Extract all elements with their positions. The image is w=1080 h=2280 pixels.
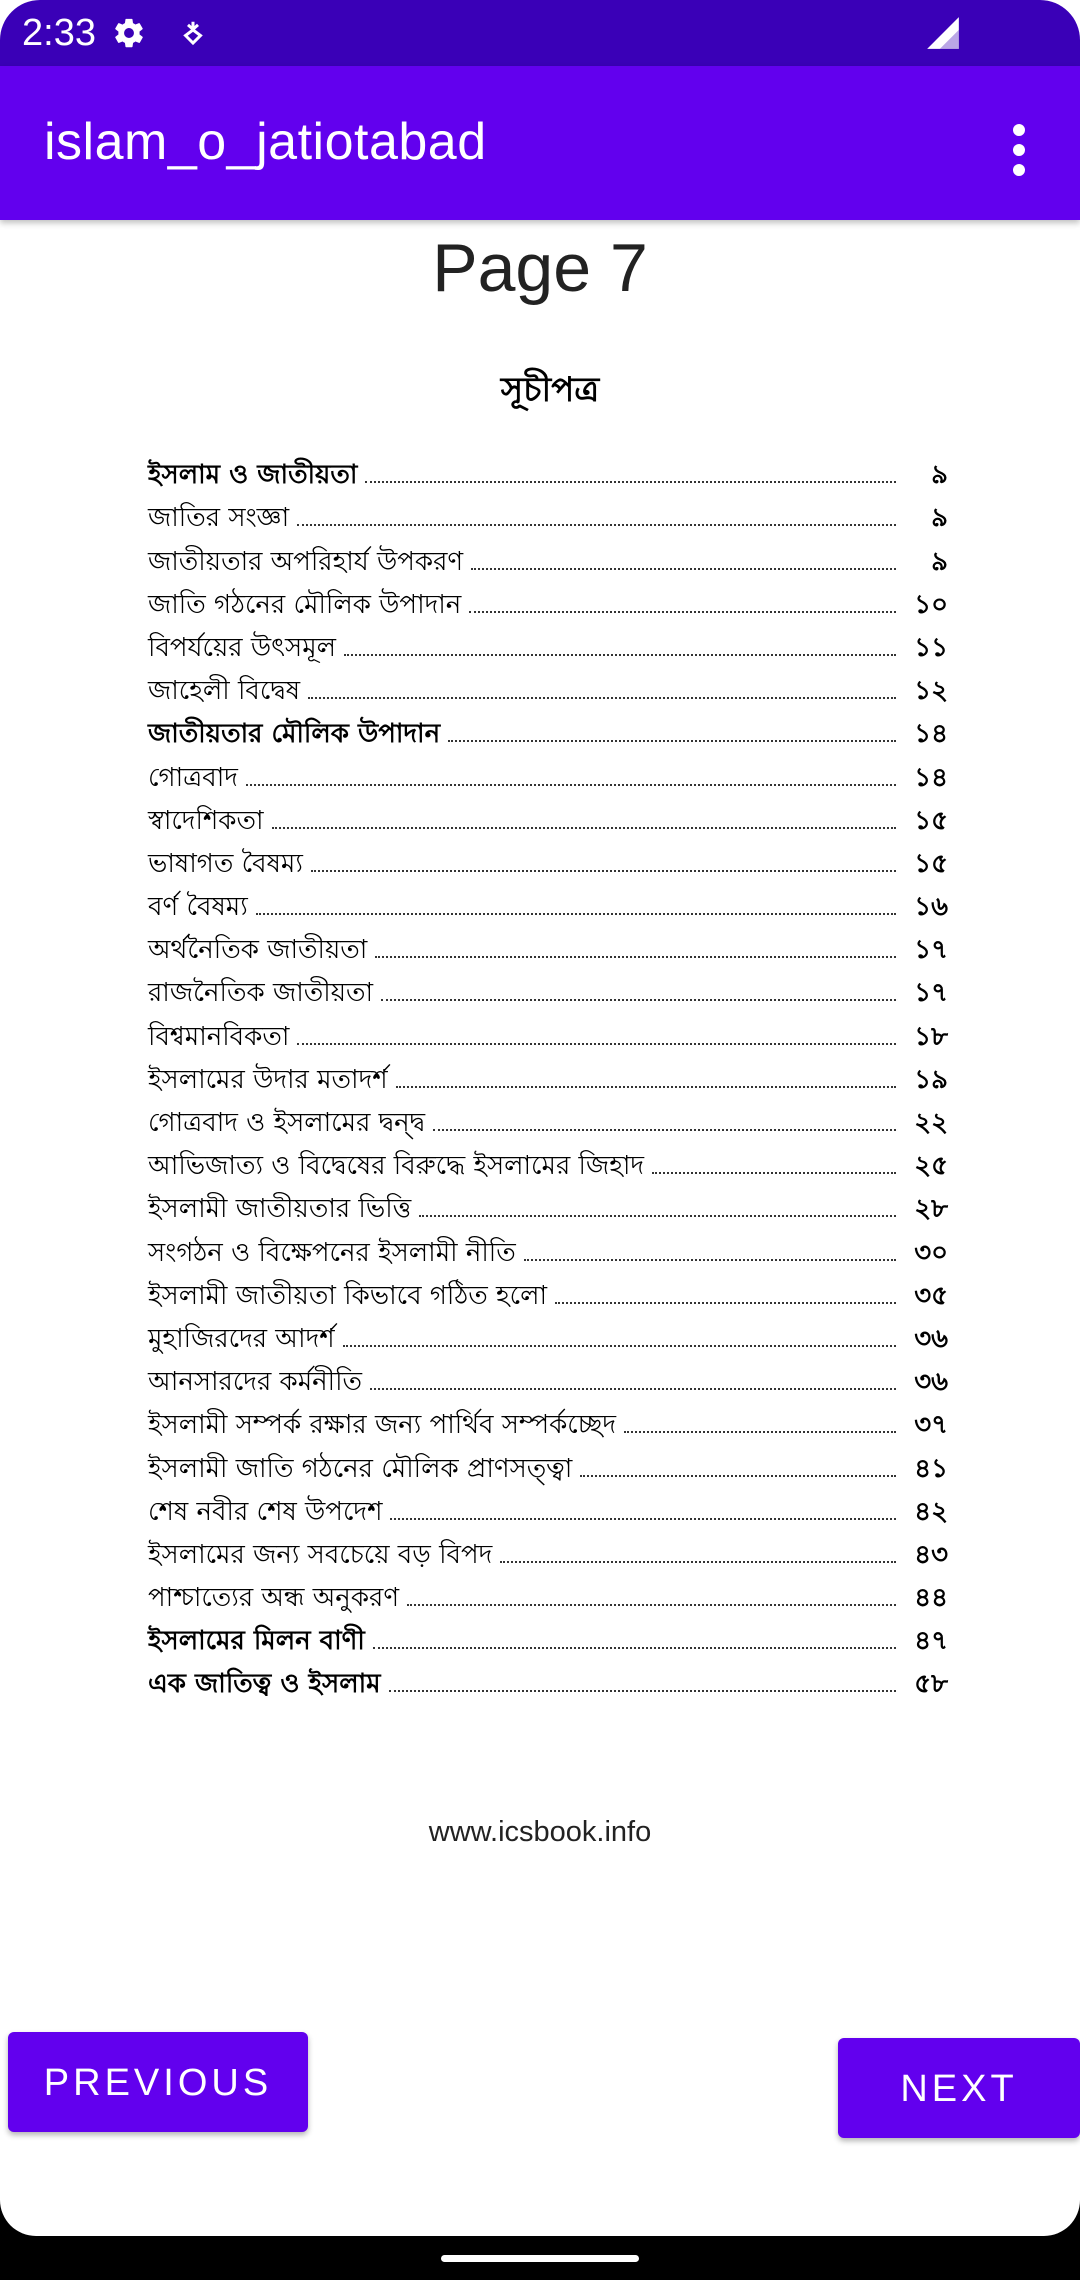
- toc-entry-leader: [365, 481, 896, 483]
- toc-entry-title: পাশ্চাত্যের অন্ধ অনুকরণ: [148, 1583, 400, 1614]
- toc-entry-page: ১৭: [914, 978, 948, 1009]
- toc-entry-title: জাতি গঠনের মৌলিক উপাদান: [148, 589, 462, 620]
- toc-entry-title: জাতির সংজ্ঞা: [148, 503, 290, 534]
- toc-entry-page: ১৪: [914, 719, 948, 750]
- toc-title: সূচীপত্র: [500, 370, 600, 410]
- toc-entry: [148, 1316, 948, 1359]
- toc-entry-page: ৩৫: [914, 1280, 948, 1311]
- toc-entry-title: অর্থনৈতিক জাতীয়তা: [148, 935, 368, 966]
- toc-entry-page: ৯: [931, 503, 948, 534]
- toc-entry: [148, 1618, 948, 1661]
- toc-entry-title: জাতীয়তার মৌলিক উপাদান: [148, 719, 441, 750]
- toc-entry-leader: [390, 1518, 896, 1520]
- toc-entry-title: ইসলাম ও জাতীয়তা: [148, 460, 358, 491]
- toc-entry: [148, 1532, 948, 1575]
- toc-entry-page: ৪৪: [914, 1583, 948, 1614]
- toc-entry-leader: [272, 827, 896, 829]
- toc-entry-title: ইসলামের মিলন বাণী: [148, 1626, 365, 1657]
- toc-entry-page: ৩৭: [914, 1410, 948, 1441]
- toc-entry: [148, 1100, 948, 1143]
- toc-entry-title: ইসলামের উদার মতাদর্শ: [148, 1064, 388, 1095]
- toc-entry: [148, 1359, 948, 1402]
- book-page-image: [140, 360, 960, 1720]
- gesture-nav-handle[interactable]: [441, 2255, 639, 2262]
- toc-entry-page: ১৫: [914, 848, 948, 879]
- toc-entry-leader: [297, 524, 896, 526]
- data-saver-icon: [178, 16, 208, 54]
- toc-list: [148, 452, 948, 1704]
- previous-button[interactable]: PREVIOUS: [8, 2032, 308, 2132]
- toc-entry: [148, 452, 948, 495]
- toc-entry-page: ৩৬: [914, 1323, 948, 1354]
- toc-entry-leader: [308, 697, 896, 699]
- toc-entry-leader: [500, 1561, 896, 1563]
- toc-entry-page: ৪১: [914, 1453, 948, 1484]
- toc-entry-page: ৪২: [914, 1496, 948, 1527]
- toc-entry-page: ১৮: [914, 1021, 948, 1052]
- toc-entry-title: জাতীয়তার অপরিহার্য উপকরণ: [148, 546, 464, 577]
- toc-entry-page: ২৫: [914, 1151, 948, 1182]
- toc-entry-page: ৫৮: [914, 1669, 948, 1700]
- toc-entry-page: ৩৬: [914, 1367, 948, 1398]
- toc-entry-title: ইসলামী জাতীয়তা কিভাবে গঠিত হলো: [148, 1280, 548, 1311]
- toc-entry-page: ১১: [914, 632, 948, 663]
- toc-entry-title: আভিজাত্য ও বিদ্বেষের বিরুদ্ধে ইসলামের জিহাদ: [148, 1151, 645, 1182]
- toc-entry-leader: [469, 611, 896, 613]
- toc-entry-title: স্বাদেশিকতা: [148, 805, 264, 836]
- toc-entry: [148, 1229, 948, 1272]
- settings-icon: [112, 16, 146, 54]
- toc-entry: [148, 1273, 948, 1316]
- toc-entry-page: ৪৭: [914, 1626, 948, 1657]
- next-button[interactable]: NEXT: [838, 2038, 1080, 2138]
- toc-entry: [148, 1057, 948, 1100]
- toc-entry-page: ১২: [914, 676, 948, 707]
- toc-entry-page: ১৫: [914, 805, 948, 836]
- status-time: 2:33: [22, 12, 96, 54]
- toc-entry-title: শেষ নবীর শেষ উপদেশ: [148, 1496, 383, 1527]
- toc-entry-leader: [433, 1129, 896, 1131]
- toc-entry-leader: [256, 913, 896, 915]
- toc-entry-title: ইসলামী সম্পর্ক রক্ষার জন্য পার্থিব সম্পর্কচ্ছেদ: [148, 1410, 616, 1441]
- toc-entry-title: গোত্রবাদ ও ইসলামের দ্বন্দ্ব: [148, 1108, 426, 1138]
- signal-icon: [924, 14, 962, 56]
- toc-entry-page: ৯: [931, 546, 948, 577]
- toc-entry-title: ভাষাগত বৈষম্য: [148, 848, 303, 879]
- toc-entry: [148, 754, 948, 797]
- toc-entry-leader: [389, 1690, 896, 1692]
- toc-entry-title: এক জাতিত্ব ও ইসলাম: [148, 1669, 381, 1700]
- toc-entry-page: ১০: [914, 589, 948, 620]
- toc-entry: [148, 1661, 948, 1704]
- footer-url: www.icsbook.info: [428, 1816, 652, 1848]
- toc-entry: [148, 841, 948, 884]
- toc-entry-leader: [311, 870, 896, 872]
- toc-entry-leader: [524, 1259, 896, 1261]
- toc-entry-title: বিপর্যয়ের উৎসমূল: [148, 632, 336, 663]
- app-title: islam_o_jatiotabad: [44, 113, 487, 171]
- toc-entry: [148, 495, 948, 538]
- toc-entry: [148, 625, 948, 668]
- toc-entry-title: সংগঠন ও বিক্ষেপনের ইসলামী নীতি: [148, 1237, 516, 1268]
- toc-entry: [148, 1575, 948, 1618]
- toc-entry-leader: [652, 1172, 896, 1174]
- toc-entry-leader: [373, 1647, 896, 1649]
- toc-entry-title: ইসলামী জাতীয়তার ভিত্তি: [148, 1194, 412, 1225]
- toc-entry: [148, 1402, 948, 1445]
- toc-entry-leader: [580, 1475, 896, 1477]
- toc-entry-leader: [370, 1388, 896, 1390]
- toc-entry-page: ১৪: [914, 762, 948, 793]
- toc-entry-leader: [381, 999, 896, 1001]
- toc-entry-page: ৪৩: [914, 1539, 948, 1570]
- toc-entry-title: মুহাজিরদের আদর্শ: [148, 1323, 335, 1354]
- toc-entry-page: ১৯: [914, 1064, 948, 1095]
- toc-entry-leader: [375, 956, 896, 958]
- toc-entry: [148, 538, 948, 581]
- toc-entry-leader: [448, 740, 896, 742]
- toc-entry-title: বর্ণ বৈষম্য: [148, 892, 248, 923]
- toc-entry: [148, 884, 948, 927]
- toc-entry: [148, 582, 948, 625]
- toc-entry-leader: [555, 1302, 896, 1304]
- toc-entry-page: ২৮: [914, 1194, 948, 1225]
- toc-entry-leader: [396, 1086, 896, 1088]
- page-number-label: Page 7: [432, 230, 648, 306]
- toc-entry-page: ২২: [914, 1108, 948, 1138]
- toc-entry-leader: [407, 1604, 896, 1606]
- toc-entry: [148, 711, 948, 754]
- toc-entry: [148, 970, 948, 1013]
- toc-entry-leader: [624, 1431, 896, 1433]
- toc-entry-leader: [419, 1215, 896, 1217]
- more-vert-icon[interactable]: [994, 118, 1044, 178]
- toc-entry-title: রাজনৈতিক জাতীয়তা: [148, 978, 374, 1009]
- toc-entry-leader: [471, 568, 896, 570]
- toc-entry-title: ইসলামী জাতি গঠনের মৌলিক প্রাণসত্ত্বা: [148, 1453, 573, 1484]
- toc-entry-title: আনসারদের কর্মনীতি: [148, 1367, 363, 1398]
- toc-entry-leader: [344, 654, 896, 656]
- app-bar: [0, 66, 1080, 220]
- toc-entry: [148, 1143, 948, 1186]
- toc-entry-title: বিশ্বমানবিকতা: [148, 1021, 290, 1052]
- toc-entry-leader: [246, 784, 896, 786]
- toc-entry: [148, 927, 948, 970]
- toc-entry-page: ৯: [931, 460, 948, 491]
- status-bar: [0, 0, 1080, 66]
- toc-entry-title: ইসলামের জন্য সবচেয়ে বড় বিপদ: [148, 1539, 493, 1570]
- toc-entry: [148, 1489, 948, 1532]
- toc-entry-leader: [343, 1345, 896, 1347]
- toc-entry-page: ১৬: [914, 892, 948, 923]
- toc-entry-leader: [297, 1043, 896, 1045]
- toc-entry-title: গোত্রবাদ: [148, 762, 238, 793]
- toc-entry: [148, 1445, 948, 1488]
- toc-entry: [148, 668, 948, 711]
- toc-entry-page: ৩০: [914, 1237, 948, 1268]
- toc-entry: [148, 1186, 948, 1229]
- toc-entry-page: ১৭: [914, 935, 948, 966]
- toc-entry: [148, 1013, 948, 1056]
- toc-entry: [148, 798, 948, 841]
- toc-entry-title: জাহেলী বিদ্বেষ: [148, 676, 301, 707]
